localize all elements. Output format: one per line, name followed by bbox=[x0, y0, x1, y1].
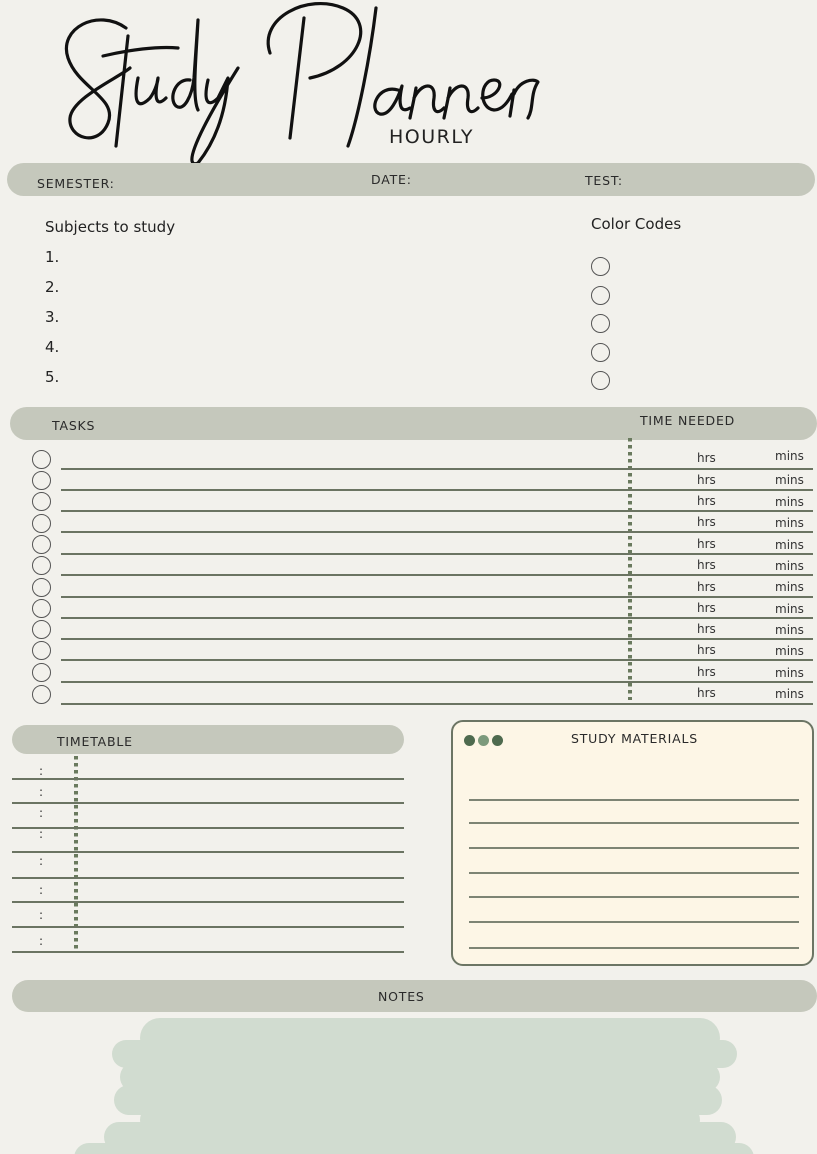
timetable-line[interactable] bbox=[12, 778, 404, 780]
subject-item-4[interactable]: 4. bbox=[45, 338, 60, 356]
mins-label: mins bbox=[775, 516, 804, 530]
hrs-label: hrs bbox=[697, 558, 716, 572]
time-slot[interactable]: : bbox=[39, 854, 44, 868]
timetable-line[interactable] bbox=[12, 827, 404, 829]
time-slot[interactable]: : bbox=[39, 908, 44, 922]
task-line[interactable] bbox=[61, 531, 813, 533]
hrs-label: hrs bbox=[697, 665, 716, 679]
semester-label: SEMESTER: bbox=[37, 176, 115, 191]
hrs-label: hrs bbox=[697, 686, 716, 700]
color-codes-title: Color Codes bbox=[591, 215, 682, 233]
color-code-circle-5[interactable] bbox=[591, 371, 610, 390]
task-checkbox[interactable] bbox=[32, 599, 51, 618]
task-line[interactable] bbox=[61, 510, 813, 512]
hrs-label: hrs bbox=[697, 643, 716, 657]
info-bar bbox=[7, 163, 815, 196]
task-checkbox[interactable] bbox=[32, 685, 51, 704]
task-line[interactable] bbox=[61, 681, 813, 683]
task-checkbox[interactable] bbox=[32, 535, 51, 554]
color-code-circle-2[interactable] bbox=[591, 286, 610, 305]
time-needed-label: TIME NEEDED bbox=[640, 413, 736, 428]
mins-label: mins bbox=[775, 687, 804, 701]
task-line[interactable] bbox=[61, 468, 813, 470]
hrs-label: hrs bbox=[697, 494, 716, 508]
timetable-line[interactable] bbox=[12, 951, 404, 953]
study-planner-script-title bbox=[58, 0, 548, 173]
test-label: TEST: bbox=[585, 173, 623, 188]
window-dot-icon bbox=[464, 735, 475, 746]
hrs-label: hrs bbox=[697, 473, 716, 487]
color-code-circle-1[interactable] bbox=[591, 257, 610, 276]
timetable-header-bar bbox=[12, 725, 404, 754]
timetable-line[interactable] bbox=[12, 851, 404, 853]
time-slot[interactable]: : bbox=[39, 883, 44, 897]
timetable-line[interactable] bbox=[12, 926, 404, 928]
hrs-label: hrs bbox=[697, 451, 716, 465]
task-line[interactable] bbox=[61, 596, 813, 598]
mins-label: mins bbox=[775, 666, 804, 680]
subjects-title: Subjects to study bbox=[45, 218, 176, 236]
hrs-label: hrs bbox=[697, 537, 716, 551]
subject-item-1[interactable]: 1. bbox=[45, 248, 60, 266]
time-slot[interactable]: : bbox=[39, 934, 44, 948]
tasks-header-bar bbox=[10, 407, 817, 440]
color-code-circle-4[interactable] bbox=[591, 343, 610, 362]
task-checkbox[interactable] bbox=[32, 620, 51, 639]
task-line[interactable] bbox=[61, 703, 813, 705]
mins-label: mins bbox=[775, 495, 804, 509]
notes-label: NOTES bbox=[378, 989, 425, 1004]
timetable-line[interactable] bbox=[12, 901, 404, 903]
task-checkbox[interactable] bbox=[32, 514, 51, 533]
notes-brush-stroke bbox=[74, 1143, 754, 1154]
subject-item-5[interactable]: 5. bbox=[45, 368, 60, 386]
mins-label: mins bbox=[775, 538, 804, 552]
timetable-label: TIMETABLE bbox=[57, 734, 133, 749]
task-line[interactable] bbox=[61, 659, 813, 661]
task-checkbox[interactable] bbox=[32, 556, 51, 575]
hrs-label: hrs bbox=[697, 580, 716, 594]
hrs-label: hrs bbox=[697, 601, 716, 615]
window-dot-icon bbox=[478, 735, 489, 746]
timetable-line[interactable] bbox=[12, 877, 404, 879]
study-materials-title: STUDY MATERIALS bbox=[571, 731, 698, 746]
task-checkbox[interactable] bbox=[32, 450, 51, 469]
color-code-circle-3[interactable] bbox=[591, 314, 610, 333]
materials-line[interactable] bbox=[469, 947, 799, 949]
materials-line[interactable] bbox=[469, 921, 799, 923]
study-materials-card bbox=[451, 720, 814, 966]
materials-line[interactable] bbox=[469, 847, 799, 849]
mins-label: mins bbox=[775, 449, 804, 463]
task-checkbox[interactable] bbox=[32, 663, 51, 682]
materials-line[interactable] bbox=[469, 896, 799, 898]
time-slot[interactable]: : bbox=[39, 827, 44, 841]
subject-item-3[interactable]: 3. bbox=[45, 308, 60, 326]
time-slot[interactable]: : bbox=[39, 806, 44, 820]
time-slot[interactable]: : bbox=[39, 785, 44, 799]
mins-label: mins bbox=[775, 473, 804, 487]
task-line[interactable] bbox=[61, 617, 813, 619]
task-checkbox[interactable] bbox=[32, 492, 51, 511]
timetable-divider bbox=[74, 756, 78, 950]
task-line[interactable] bbox=[61, 574, 813, 576]
notes-header-bar bbox=[12, 980, 817, 1012]
time-slot[interactable]: : bbox=[39, 764, 44, 778]
materials-line[interactable] bbox=[469, 799, 799, 801]
hrs-label: hrs bbox=[697, 622, 716, 636]
task-line[interactable] bbox=[61, 553, 813, 555]
window-dot-icon bbox=[492, 735, 503, 746]
task-checkbox[interactable] bbox=[32, 471, 51, 490]
mins-label: mins bbox=[775, 644, 804, 658]
task-line[interactable] bbox=[61, 638, 813, 640]
mins-label: mins bbox=[775, 623, 804, 637]
materials-line[interactable] bbox=[469, 872, 799, 874]
mins-label: mins bbox=[775, 580, 804, 594]
hrs-label: hrs bbox=[697, 515, 716, 529]
mins-label: mins bbox=[775, 602, 804, 616]
materials-line[interactable] bbox=[469, 822, 799, 824]
subject-item-2[interactable]: 2. bbox=[45, 278, 60, 296]
planner-subtitle: HOURLY bbox=[389, 126, 475, 148]
date-label: DATE: bbox=[371, 172, 412, 187]
timetable-line[interactable] bbox=[12, 802, 404, 804]
mins-label: mins bbox=[775, 559, 804, 573]
task-line[interactable] bbox=[61, 489, 813, 491]
tasks-label: TASKS bbox=[52, 418, 96, 433]
task-checkbox[interactable] bbox=[32, 641, 51, 660]
task-checkbox[interactable] bbox=[32, 578, 51, 597]
